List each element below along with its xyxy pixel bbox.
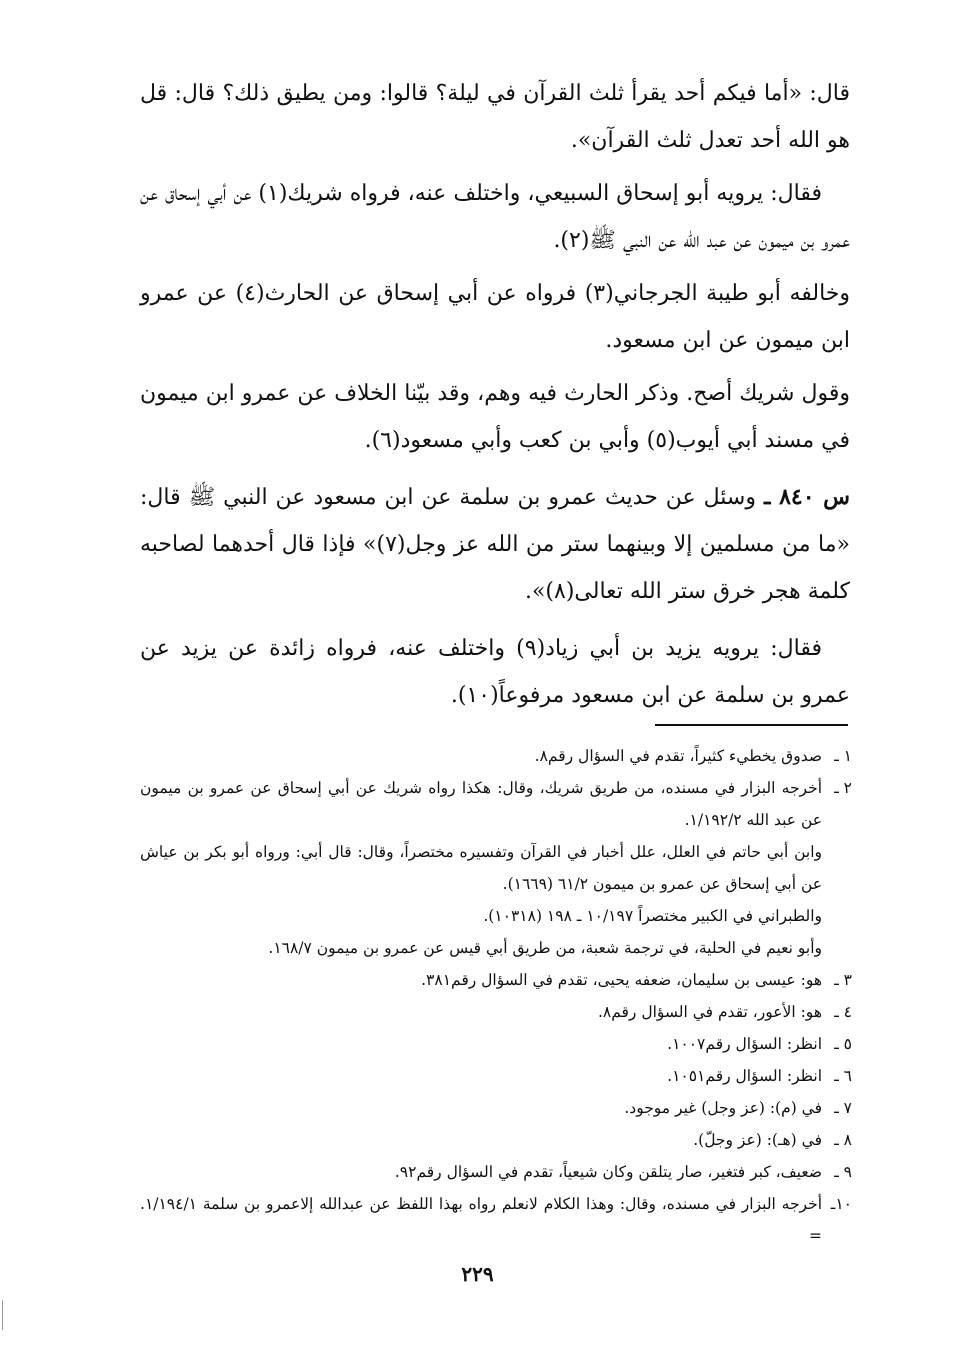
paragraph-text: وخالفه أبو طيبة الجرجاني(٣) فرواه عن أبي إسحاق عن الحارث(٤) عن عمرو ابن ميمون عن ابن مسعود. — [140, 281, 850, 353]
page-number: ٢٢٩ — [461, 1262, 494, 1286]
paragraph-text: فقال: يرويه يزيد بن أبي زياد(٩) واختلف عنه، فرواه زائدة عن يزيد عن عمرو بن سلمة عن ابن مسعود مرفوعاً(١٠). — [140, 636, 850, 708]
footnote-number: ٣ ـ — [834, 971, 852, 989]
paragraph — [140, 270, 850, 364]
footnote-text: هو: الأعور، تقدم في السؤال رقم٨. — [597, 1003, 822, 1021]
footnote-text: أخرجه البزار في مسنده، من طريق شريك، وقال: هكذا رواه شريك عن أبي إسحاق عن عمرو بن ميمون عن عبد الله ١/١٩٢/٢. — [140, 779, 822, 829]
footnote — [140, 1028, 852, 1060]
paragraph-text: وقول شريك أصح. وذكر الحارث فيه وهم، وقد بيّنا الخلاف عن عمرو ابن ميمون في مسند أبي أيوب(٥) وأبي بن كعب وأبي مسعود(٦). — [140, 381, 850, 453]
footnote-text: في (م): (عز وجل) غير موجود. — [624, 1099, 822, 1117]
footnote — [140, 1092, 852, 1124]
footnote-text: انظر: السؤال رقم١٠٥١. — [667, 1067, 822, 1085]
main-text — [140, 70, 850, 725]
footnote-text: هو: عيسى بن سليمان، ضعفه يحيى، تقدم في السؤال رقم٣٨١. — [421, 971, 822, 989]
paragraph — [140, 625, 850, 719]
footnote-text: وأبو نعيم في الحلية، في ترجمة شعبة، من طريق أبي قيس عن عمرو بن ميمون ١٦٨/٧. — [268, 939, 822, 957]
footnote-number: ٢ ـ — [834, 779, 852, 797]
footnote-number: ٥ ـ — [834, 1035, 852, 1053]
footnote-number: ٧ ـ — [834, 1099, 852, 1117]
paragraph — [140, 70, 850, 164]
footnote-number: ١٠ـ — [830, 1195, 852, 1213]
footnote-text: والطبراني في الكبير مختصراً ١٠/١٩٧ ـ ١٩٨ (١٠٣١٨). — [483, 907, 822, 925]
paragraph-text: وسئل عن حديث عمرو بن سلمة عن ابن مسعود عن النبي ﷺ قال: «ما من مسلمين إلا وبينهما ستر من الله عز وجل(٧)» فإذا قال أحدهما لصاحبه كلمة هجر خرق ستر الله تعالى(٨)». — [140, 485, 850, 604]
footnote-text: انظر: السؤال رقم١٠٠٧. — [667, 1035, 822, 1053]
footnote-text: صدوق يخطيء كثيراً، تقدم في السؤال رقم٨. — [534, 747, 822, 765]
footnote-separator — [655, 724, 848, 726]
paragraph — [140, 170, 850, 264]
question-number: س ٨٤٠ ـ — [763, 484, 851, 510]
footnote-number: ٦ ـ — [834, 1067, 852, 1085]
footnote-number: ٤ ـ — [834, 1003, 852, 1021]
question-paragraph — [140, 474, 850, 615]
footnote-text: في (هـ): (عز وجلّ). — [693, 1131, 822, 1149]
footnote-text: أخرجه البزار في مسنده، وقال: وهذا الكلام لانعلم رواه بهذا اللفظ عن عبدالله إلاعمرو بن سلمة ١/١٩٤/١. = — [140, 1195, 822, 1245]
footnotes — [140, 740, 852, 1252]
paragraph — [140, 370, 850, 464]
footnote-text: وابن أبي حاتم في العلل، علل أخبار في القرآن وتفسيره مختصراً، وقال: قال أبي: ورواه أبو بكر بن عياش عن أبي إسحاق عن عمرو بن ميمون ٦١/٢ (١٦٦٩). — [140, 843, 822, 893]
footnote — [140, 1060, 852, 1092]
footnote-number: ١ ـ — [834, 747, 852, 765]
footnote — [140, 964, 852, 996]
footnote-text: ضعيف، كبر فتغير، صار يتلقن وكان شيعياً، تقدم في السؤال رقم٩٢. — [394, 1163, 822, 1181]
footnote — [140, 996, 852, 1028]
footnote — [140, 1188, 852, 1252]
paragraph-text: فقال: يرويه أبو إسحاق السبيعي، واختلف عنه، فرواه شريك(١) عن أبي إسحاق عن عمرو بن ميمون عن عبد الله عن النبي ﷺ(٢). — [140, 181, 850, 253]
footnote-number: ٨ ـ — [834, 1131, 852, 1149]
footnote — [140, 1156, 852, 1188]
scan-edge-mark — [2, 1300, 3, 1330]
footnote — [140, 740, 852, 772]
footnote — [140, 772, 852, 964]
footnote — [140, 1124, 852, 1156]
paragraph-text: قال: «أما فيكم أحد يقرأ ثلث القرآن في ليلة؟ قالوا: ومن يطيق ذلك؟ قال: قل هو الله أحد تعدل ثلث القرآن». — [140, 81, 850, 153]
footnote-number: ٩ ـ — [834, 1163, 852, 1181]
